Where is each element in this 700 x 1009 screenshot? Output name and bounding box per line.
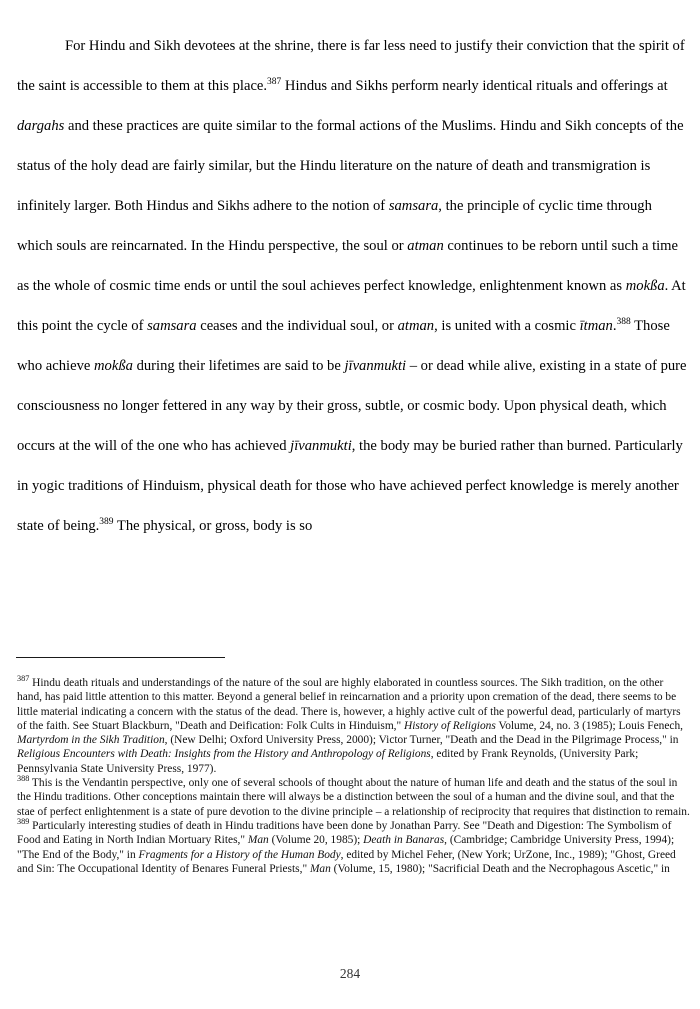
text-run: Hindu death rituals and understandings of the nature of the soul are highly elaborated in countless sources. The Sikh tradition, on the other hand, has paid little attention to this matter. Beyond a general belief in reincarnation and a priority upon cremation of the dead, there seems to be little material indicating a concern with the status of the dead. There is, however, a highly active cult of the powerful dead, particularly of martyrs of the faith. See Stuart Blackburn, "Death and Deification: Folk Cults in Hinduism," bbox=[17, 677, 681, 732]
body-text-block bbox=[17, 26, 691, 546]
text-run: , (Cambridge; Cambridge University Press, 1994); "The End of the Body," in bbox=[17, 834, 675, 861]
italic-term: atman bbox=[397, 318, 435, 334]
footnote-marker: 389 bbox=[17, 817, 30, 827]
italic-term: History of Religions bbox=[404, 719, 496, 732]
text-run: , edited by Frank Reynolds, (University Park; Pennsylvania State University Press, 1977). bbox=[17, 748, 639, 775]
italic-term: jīvanmukti bbox=[290, 438, 352, 454]
italic-term: ītman bbox=[579, 318, 613, 334]
italic-term: Death in Banaras bbox=[363, 834, 445, 847]
italic-term: Man bbox=[247, 834, 269, 847]
footnote-separator-rule bbox=[16, 657, 225, 658]
footnote-reference: 389 bbox=[99, 517, 114, 528]
text-run: , is united with a cosmic bbox=[434, 318, 580, 334]
text-run: The physical, or gross, body is so bbox=[113, 518, 313, 534]
text-run: . At this point the cycle of bbox=[17, 278, 686, 334]
footnote-387 bbox=[17, 676, 690, 776]
italic-term: dargahs bbox=[17, 118, 65, 134]
footnotes-block bbox=[17, 676, 690, 876]
italic-term: samsara bbox=[388, 198, 439, 214]
italic-term: mokßa bbox=[625, 278, 665, 294]
text-run: . bbox=[612, 318, 617, 334]
footnote-389 bbox=[17, 819, 690, 876]
text-run: (Volume, 15, 1980); "Sacrificial Death and the Necrophagous Ascetic," in bbox=[330, 862, 670, 875]
italic-term: Martyrdom in the Sikh Tradition bbox=[17, 734, 165, 747]
text-run: – or dead while alive, existing in a state of pure consciousness no longer fettered in any way by their gross, subtle, or cosmic body. Upon physical death, which occurs at the will of the one who has achieved bbox=[17, 358, 687, 454]
text-run: Those who achieve bbox=[17, 318, 670, 374]
footnote-reference: 387 bbox=[267, 77, 282, 88]
footnote-marker: 387 bbox=[17, 674, 30, 684]
text-run: , the principle of cyclic time through which souls are reincarnated. In the Hindu perspective, the soul or bbox=[17, 198, 652, 254]
italic-term: mokßa bbox=[94, 358, 133, 374]
italic-term: samsara bbox=[147, 318, 197, 334]
italic-term: Fragments for a History of the Human Body bbox=[138, 848, 341, 861]
text-run: (Volume 20, 1985); bbox=[268, 834, 364, 847]
footnote-marker: 388 bbox=[17, 774, 30, 784]
text-run: continues to be reborn until such a time as the whole of cosmic time ends or until the soul achieves perfect knowledge, enlightenment known as bbox=[17, 238, 679, 294]
body-paragraph bbox=[17, 26, 691, 546]
text-run: For Hindu and Sikh devotees at the shrine, there is far less need to justify their conviction that the spirit of the saint is accessible to them at this place. bbox=[17, 38, 685, 94]
text-run: Volume, 24, no. 3 (1985); Louis Fenech, bbox=[495, 719, 683, 732]
text-run: and these practices are quite similar to the formal actions of the Muslims. Hindu and Sikh concepts of the status of the holy dead are fairly similar, but the Hindu literature on the nature of death and transmigration is infinitely larger. Both Hindus and Sikhs adhere to the notion of bbox=[17, 118, 684, 214]
footnote-reference: 388 bbox=[616, 317, 631, 328]
text-run: , (New Delhi; Oxford University Press, 2000); Victor Turner, "Death and the Dead in the Pilgrimage Process," in bbox=[164, 734, 679, 747]
text-run: This is the Vendantin perspective, only one of several schools of thought about the nature of human life and death and the status of the soul in the Hindu traditions. Other conceptions maintain there will always be a distinction between the soul of a human and the divine soul, and that the stae of perfect enlightenment is a state of pure devotion to the divine principle – a relationship of reciprocity that requires that distinction to remain. bbox=[17, 777, 690, 818]
footnote-388 bbox=[17, 776, 690, 819]
italic-term: jīvanmukti bbox=[344, 358, 407, 374]
text-run: Hindus and Sikhs perform nearly identical rituals and offerings at bbox=[281, 78, 668, 94]
text-run: ceases and the individual soul, or bbox=[196, 318, 398, 334]
text-run: , the body may be buried rather than burned. Particularly in yogic traditions of Hinduism, physical death for those who have achieved perfect knowledge is merely another state of being. bbox=[17, 438, 683, 534]
italic-term: Religious Encounters with Death: Insights from the History and Anthropology of Religions bbox=[17, 748, 431, 761]
italic-term: Man bbox=[309, 862, 331, 875]
text-run: Particularly interesting studies of death in Hindu traditions have been done by Jonathan Parry. See "Death and Digestion: The Symbolism of Food and Eating in North Indian Mortuary Rites," bbox=[17, 819, 672, 847]
page-number: 284 bbox=[339, 966, 361, 981]
text-run: during their lifetimes are said to be bbox=[132, 358, 345, 374]
text-run: , edited by Michel Feher, (New York; UrZone, Inc., 1989); "Ghost, Greed and Sin: The Occupational Identity of Benares Funeral Priests," bbox=[17, 848, 676, 875]
italic-term: atman bbox=[407, 238, 444, 254]
